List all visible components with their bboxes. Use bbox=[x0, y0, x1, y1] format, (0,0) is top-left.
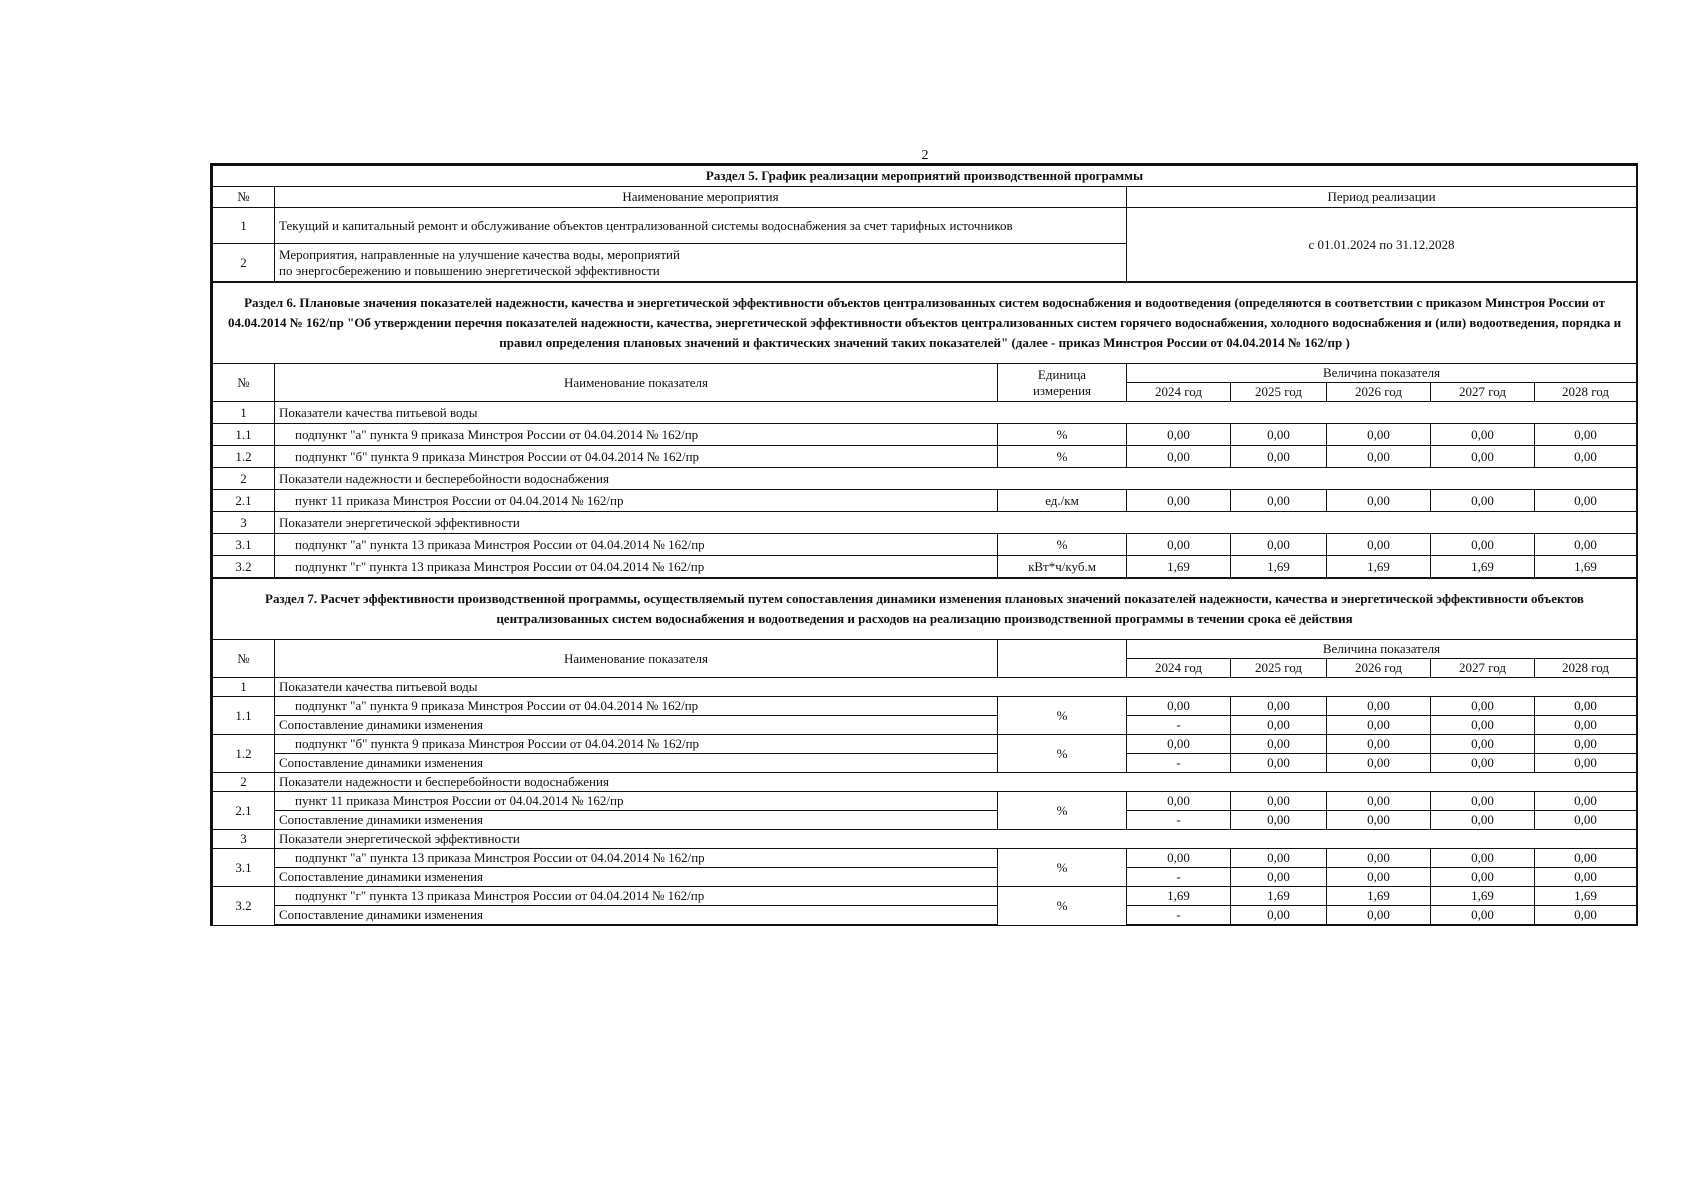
section6-item-row bbox=[213, 556, 1637, 578]
value-cell: 0,00 bbox=[1327, 697, 1431, 716]
value-cell: 1,69 bbox=[1535, 887, 1637, 906]
dynamics-label: Сопоставление динамики изменения bbox=[275, 868, 998, 887]
section5-col-name: Наименование мероприятия bbox=[275, 187, 1127, 208]
value-cell: 0,00 bbox=[1535, 735, 1637, 754]
unit-cell: % bbox=[998, 697, 1127, 735]
row-number: 1.2 bbox=[213, 735, 275, 773]
section6-item-row bbox=[213, 424, 1637, 446]
section5-table bbox=[212, 165, 1637, 282]
value-cell: 0,00 bbox=[1431, 446, 1535, 468]
value-cell: 0,00 bbox=[1327, 735, 1431, 754]
dynamics-value-cell: 0,00 bbox=[1535, 811, 1637, 830]
section6-group-row bbox=[213, 468, 1637, 490]
value-cell: 0,00 bbox=[1231, 735, 1327, 754]
section7-dynamics-row bbox=[213, 906, 1637, 926]
unit-cell: % bbox=[998, 424, 1127, 446]
value-cell: 0,00 bbox=[1231, 490, 1327, 512]
value-cell: 0,00 bbox=[1127, 424, 1231, 446]
value-cell: 0,00 bbox=[1327, 490, 1431, 512]
indicator-name: подпункт "г" пункта 13 приказа Минстроя России от 04.04.2014 № 162/пр bbox=[275, 887, 998, 906]
dynamics-value-cell: 0,00 bbox=[1431, 716, 1535, 735]
section7-dynamics-row bbox=[213, 868, 1637, 887]
value-cell: 1,69 bbox=[1231, 556, 1327, 578]
row-number: 1 bbox=[213, 678, 275, 697]
value-cell: 0,00 bbox=[1327, 424, 1431, 446]
value-cell: 0,00 bbox=[1231, 697, 1327, 716]
section5-row-name: Текущий и капитальный ремонт и обслуживание объектов централизованной системы водоснабжения за счет тарифных источников bbox=[275, 208, 1127, 244]
dynamics-value-cell: - bbox=[1127, 754, 1231, 773]
row-number: 3 bbox=[213, 512, 275, 534]
value-cell: 0,00 bbox=[1431, 849, 1535, 868]
row-number: 3.2 bbox=[213, 887, 275, 926]
section5-title: Раздел 5. График реализации мероприятий производственной программы bbox=[213, 166, 1637, 187]
value-cell: 0,00 bbox=[1535, 490, 1637, 512]
value-cell: 0,00 bbox=[1231, 849, 1327, 868]
section7-col-name: Наименование показателя bbox=[275, 640, 998, 678]
section5-col-period: Период реализации bbox=[1127, 187, 1637, 208]
section6-col-unit-line1: Единица bbox=[1037, 366, 1087, 382]
unit-cell: % bbox=[998, 849, 1127, 887]
value-cell: 0,00 bbox=[1431, 490, 1535, 512]
unit-cell: % bbox=[998, 446, 1127, 468]
section7-item-row bbox=[213, 697, 1637, 716]
dynamics-value-cell: 0,00 bbox=[1327, 754, 1431, 773]
value-cell: 0,00 bbox=[1431, 424, 1535, 446]
section6-col-unit bbox=[998, 364, 1127, 402]
section7-rows bbox=[213, 678, 1637, 926]
indicator-name: подпункт "а" пункта 9 приказа Минстроя России от 04.04.2014 № 162/пр bbox=[275, 424, 998, 446]
value-cell: 0,00 bbox=[1127, 490, 1231, 512]
group-name: Показатели надежности и бесперебойности водоснабжения bbox=[275, 773, 1637, 792]
unit-cell: кВт*ч/куб.м bbox=[998, 556, 1127, 578]
value-cell: 1,69 bbox=[1127, 887, 1231, 906]
value-cell: 0,00 bbox=[1535, 849, 1637, 868]
value-cell: 0,00 bbox=[1535, 446, 1637, 468]
section6-group-row bbox=[213, 512, 1637, 534]
section7-year: 2028 год bbox=[1535, 659, 1637, 678]
value-cell: 1,69 bbox=[1127, 556, 1231, 578]
section6-year: 2025 год bbox=[1231, 383, 1327, 402]
section6-year: 2027 год bbox=[1431, 383, 1535, 402]
indicator-name: подпункт "а" пункта 13 приказа Минстроя России от 04.04.2014 № 162/пр bbox=[275, 534, 998, 556]
section7-group-row bbox=[213, 773, 1637, 792]
value-cell: 1,69 bbox=[1431, 556, 1535, 578]
section6-item-row bbox=[213, 534, 1637, 556]
group-name: Показатели энергетической эффективности bbox=[275, 512, 1637, 534]
indicator-name: подпункт "а" пункта 13 приказа Минстроя России от 04.04.2014 № 162/пр bbox=[275, 849, 998, 868]
dynamics-value-cell: 0,00 bbox=[1327, 906, 1431, 926]
unit-cell: % bbox=[998, 792, 1127, 830]
section5-period-value: с 01.01.2024 по 31.12.2028 bbox=[1127, 208, 1637, 282]
section5-row-name-line1: Мероприятия, направленные на улучшение качества воды, мероприятий bbox=[279, 246, 680, 262]
value-cell: 0,00 bbox=[1431, 792, 1535, 811]
value-cell: 0,00 bbox=[1127, 697, 1231, 716]
section6-year: 2024 год bbox=[1127, 383, 1231, 402]
unit-cell: % bbox=[998, 735, 1127, 773]
value-cell: 0,00 bbox=[1327, 534, 1431, 556]
section7-col-unit bbox=[998, 640, 1127, 678]
value-cell: 0,00 bbox=[1327, 849, 1431, 868]
dynamics-value-cell: 0,00 bbox=[1231, 811, 1327, 830]
value-cell: 1,69 bbox=[1231, 887, 1327, 906]
value-cell: 1,69 bbox=[1535, 556, 1637, 578]
dynamics-label: Сопоставление динамики изменения bbox=[275, 906, 998, 926]
dynamics-label: Сопоставление динамики изменения bbox=[275, 754, 998, 773]
value-cell: 0,00 bbox=[1327, 446, 1431, 468]
value-cell: 0,00 bbox=[1231, 792, 1327, 811]
dynamics-value-cell: 0,00 bbox=[1327, 716, 1431, 735]
dynamics-label: Сопоставление динамики изменения bbox=[275, 811, 998, 830]
value-cell: 0,00 bbox=[1535, 697, 1637, 716]
section5-row-name bbox=[275, 244, 1127, 282]
section5-col-no: № bbox=[213, 187, 275, 208]
dynamics-value-cell: 0,00 bbox=[1231, 754, 1327, 773]
page-number: 2 bbox=[921, 148, 929, 163]
indicator-name: подпункт "г" пункта 13 приказа Минстроя России от 04.04.2014 № 162/пр bbox=[275, 556, 998, 578]
section6-col-name: Наименование показателя bbox=[275, 364, 998, 402]
row-number: 1.2 bbox=[213, 446, 275, 468]
dynamics-label: Сопоставление динамики изменения bbox=[275, 716, 998, 735]
section7-year: 2024 год bbox=[1127, 659, 1231, 678]
section6-col-unit-line2: измерения bbox=[1032, 382, 1092, 398]
value-cell: 0,00 bbox=[1431, 697, 1535, 716]
dynamics-value-cell: - bbox=[1127, 868, 1231, 887]
section6-year: 2028 год bbox=[1535, 383, 1637, 402]
value-cell: 0,00 bbox=[1535, 534, 1637, 556]
dynamics-value-cell: 0,00 bbox=[1327, 811, 1431, 830]
indicator-name: подпункт "б" пункта 9 приказа Минстроя России от 04.04.2014 № 162/пр bbox=[275, 735, 998, 754]
row-number: 1.1 bbox=[213, 424, 275, 446]
section6-title: Раздел 6. Плановые значения показателей надежности, качества и энергетической эффективности объектов централизованных систем водоснабжения и водоотведения (определяются в соответствии с приказом Минстроя России от 04.04.2014 № 162/пр "Об утверждении перечня показателей надежности, качества, энергетической эффективности объектов централизованных систем горячего водоснабжения, холодного водоснабжения и (или) водоотведения, порядка и правил определения плановых значений и фактических значений таких показателей" (далее - приказ Минстроя России от 04.04.2014 № 162/пр ) bbox=[213, 283, 1637, 364]
dynamics-value-cell: 0,00 bbox=[1231, 716, 1327, 735]
dynamics-value-cell: 0,00 bbox=[1535, 716, 1637, 735]
section7-dynamics-row bbox=[213, 754, 1637, 773]
group-name: Показатели качества питьевой воды bbox=[275, 678, 1637, 697]
section7-item-row bbox=[213, 887, 1637, 906]
section7-title: Раздел 7. Расчет эффективности производственной программы, осуществляемый путем сопоставления динамики изменения плановых значений показателей надежности, качества и энергетической эффективности объектов централизованных систем водоснабжения и водоотведения и расходов на реализацию производственной программы в течении срока её действия bbox=[213, 579, 1637, 640]
indicator-name: пункт 11 приказа Минстроя России от 04.04.2014 № 162/пр bbox=[275, 792, 998, 811]
row-number: 3 bbox=[213, 830, 275, 849]
document-body bbox=[210, 163, 1638, 926]
dynamics-value-cell: 0,00 bbox=[1431, 754, 1535, 773]
dynamics-value-cell: - bbox=[1127, 906, 1231, 926]
section5-row-no: 1 bbox=[213, 208, 275, 244]
value-cell: 0,00 bbox=[1127, 849, 1231, 868]
section7-year: 2027 год bbox=[1431, 659, 1535, 678]
dynamics-value-cell: 0,00 bbox=[1535, 906, 1637, 926]
group-name: Показатели энергетической эффективности bbox=[275, 830, 1637, 849]
section7-group-row bbox=[213, 830, 1637, 849]
section7-item-row bbox=[213, 792, 1637, 811]
indicator-name: подпункт "а" пункта 9 приказа Минстроя России от 04.04.2014 № 162/пр bbox=[275, 697, 998, 716]
section7-item-row bbox=[213, 735, 1637, 754]
section5-row-name-line2: по энергосбережению и повышению энергетической эффективности bbox=[279, 262, 660, 278]
indicator-name: подпункт "б" пункта 9 приказа Минстроя России от 04.04.2014 № 162/пр bbox=[275, 446, 998, 468]
dynamics-value-cell: - bbox=[1127, 811, 1231, 830]
value-cell: 0,00 bbox=[1535, 792, 1637, 811]
group-name: Показатели надежности и бесперебойности водоснабжения bbox=[275, 468, 1637, 490]
row-number: 2 bbox=[213, 468, 275, 490]
section6-table bbox=[212, 282, 1637, 578]
row-number: 2.1 bbox=[213, 490, 275, 512]
unit-cell: % bbox=[998, 534, 1127, 556]
dynamics-value-cell: - bbox=[1127, 716, 1231, 735]
row-number: 1 bbox=[213, 402, 275, 424]
group-name: Показатели качества питьевой воды bbox=[275, 402, 1637, 424]
dynamics-value-cell: 0,00 bbox=[1327, 868, 1431, 887]
row-number: 3.2 bbox=[213, 556, 275, 578]
section7-dynamics-row bbox=[213, 716, 1637, 735]
value-cell: 0,00 bbox=[1127, 735, 1231, 754]
unit-cell: % bbox=[998, 887, 1127, 926]
value-cell: 0,00 bbox=[1231, 446, 1327, 468]
value-cell: 0,00 bbox=[1431, 735, 1535, 754]
value-cell: 0,00 bbox=[1535, 424, 1637, 446]
dynamics-value-cell: 0,00 bbox=[1231, 906, 1327, 926]
value-cell: 0,00 bbox=[1231, 424, 1327, 446]
unit-cell: ед./км bbox=[998, 490, 1127, 512]
value-cell: 1,69 bbox=[1431, 887, 1535, 906]
row-number: 3.1 bbox=[213, 534, 275, 556]
section7-col-no: № bbox=[213, 640, 275, 678]
value-cell: 1,69 bbox=[1327, 556, 1431, 578]
section7-year: 2025 год bbox=[1231, 659, 1327, 678]
section7-table bbox=[212, 578, 1637, 926]
dynamics-value-cell: 0,00 bbox=[1535, 868, 1637, 887]
row-number: 3.1 bbox=[213, 849, 275, 887]
section6-col-no: № bbox=[213, 364, 275, 402]
value-cell: 0,00 bbox=[1431, 534, 1535, 556]
section7-item-row bbox=[213, 849, 1637, 868]
value-cell: 0,00 bbox=[1127, 792, 1231, 811]
dynamics-value-cell: 0,00 bbox=[1431, 868, 1535, 887]
value-cell: 1,69 bbox=[1327, 887, 1431, 906]
section6-item-row bbox=[213, 490, 1637, 512]
row-number: 2 bbox=[213, 773, 275, 792]
value-cell: 0,00 bbox=[1231, 534, 1327, 556]
section6-group-row bbox=[213, 402, 1637, 424]
value-cell: 0,00 bbox=[1327, 792, 1431, 811]
section6-year: 2026 год bbox=[1327, 383, 1431, 402]
row-number: 1.1 bbox=[213, 697, 275, 735]
row-number: 2.1 bbox=[213, 792, 275, 830]
section7-group-row bbox=[213, 678, 1637, 697]
dynamics-value-cell: 0,00 bbox=[1535, 754, 1637, 773]
dynamics-value-cell: 0,00 bbox=[1431, 906, 1535, 926]
section5-row-no: 2 bbox=[213, 244, 275, 282]
value-cell: 0,00 bbox=[1127, 446, 1231, 468]
dynamics-value-cell: 0,00 bbox=[1231, 868, 1327, 887]
section7-year: 2026 год bbox=[1327, 659, 1431, 678]
section6-col-value: Величина показателя bbox=[1127, 364, 1637, 383]
value-cell: 0,00 bbox=[1127, 534, 1231, 556]
section7-col-value: Величина показателя bbox=[1127, 640, 1637, 659]
section6-item-row bbox=[213, 446, 1637, 468]
indicator-name: пункт 11 приказа Минстроя России от 04.04.2014 № 162/пр bbox=[275, 490, 998, 512]
section7-dynamics-row bbox=[213, 811, 1637, 830]
dynamics-value-cell: 0,00 bbox=[1431, 811, 1535, 830]
section6-rows bbox=[213, 402, 1637, 578]
